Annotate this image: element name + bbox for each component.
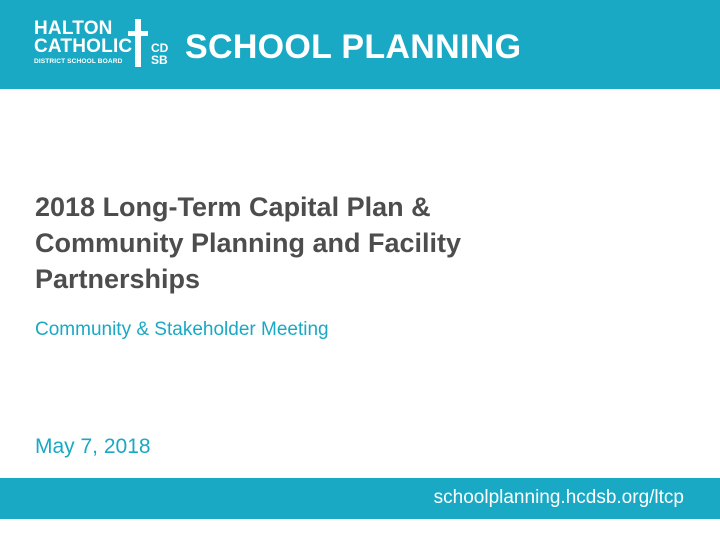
slide-title-line: Partnerships	[35, 264, 201, 294]
slide-title	[35, 189, 595, 297]
logo-text-halton: HALTON	[34, 18, 113, 39]
header-title: SCHOOL PLANNING	[185, 28, 522, 66]
meeting-date: May 7, 2018	[35, 435, 151, 458]
footer-url: schoolplanning.hcdsb.org/ltcp	[433, 487, 684, 508]
logo-monogram-sb: SB	[151, 53, 168, 67]
slide-subtitle: Community & Stakeholder Meeting	[35, 319, 329, 340]
slide-title-line: 2018 Long-Term Capital Plan &	[35, 192, 431, 222]
footer-bar	[0, 478, 720, 519]
hcdsb-logo	[34, 19, 170, 71]
slide-title-line: Community Planning and Facility	[35, 228, 462, 258]
logo-text-catholic: CATHOLIC	[34, 36, 133, 57]
logo-text-district-school-board: DISTRICT SCHOOL BOARD	[34, 58, 123, 65]
cross-icon	[127, 19, 149, 67]
logo-monogram-cd: CD	[151, 41, 169, 55]
header-bar	[0, 0, 720, 89]
